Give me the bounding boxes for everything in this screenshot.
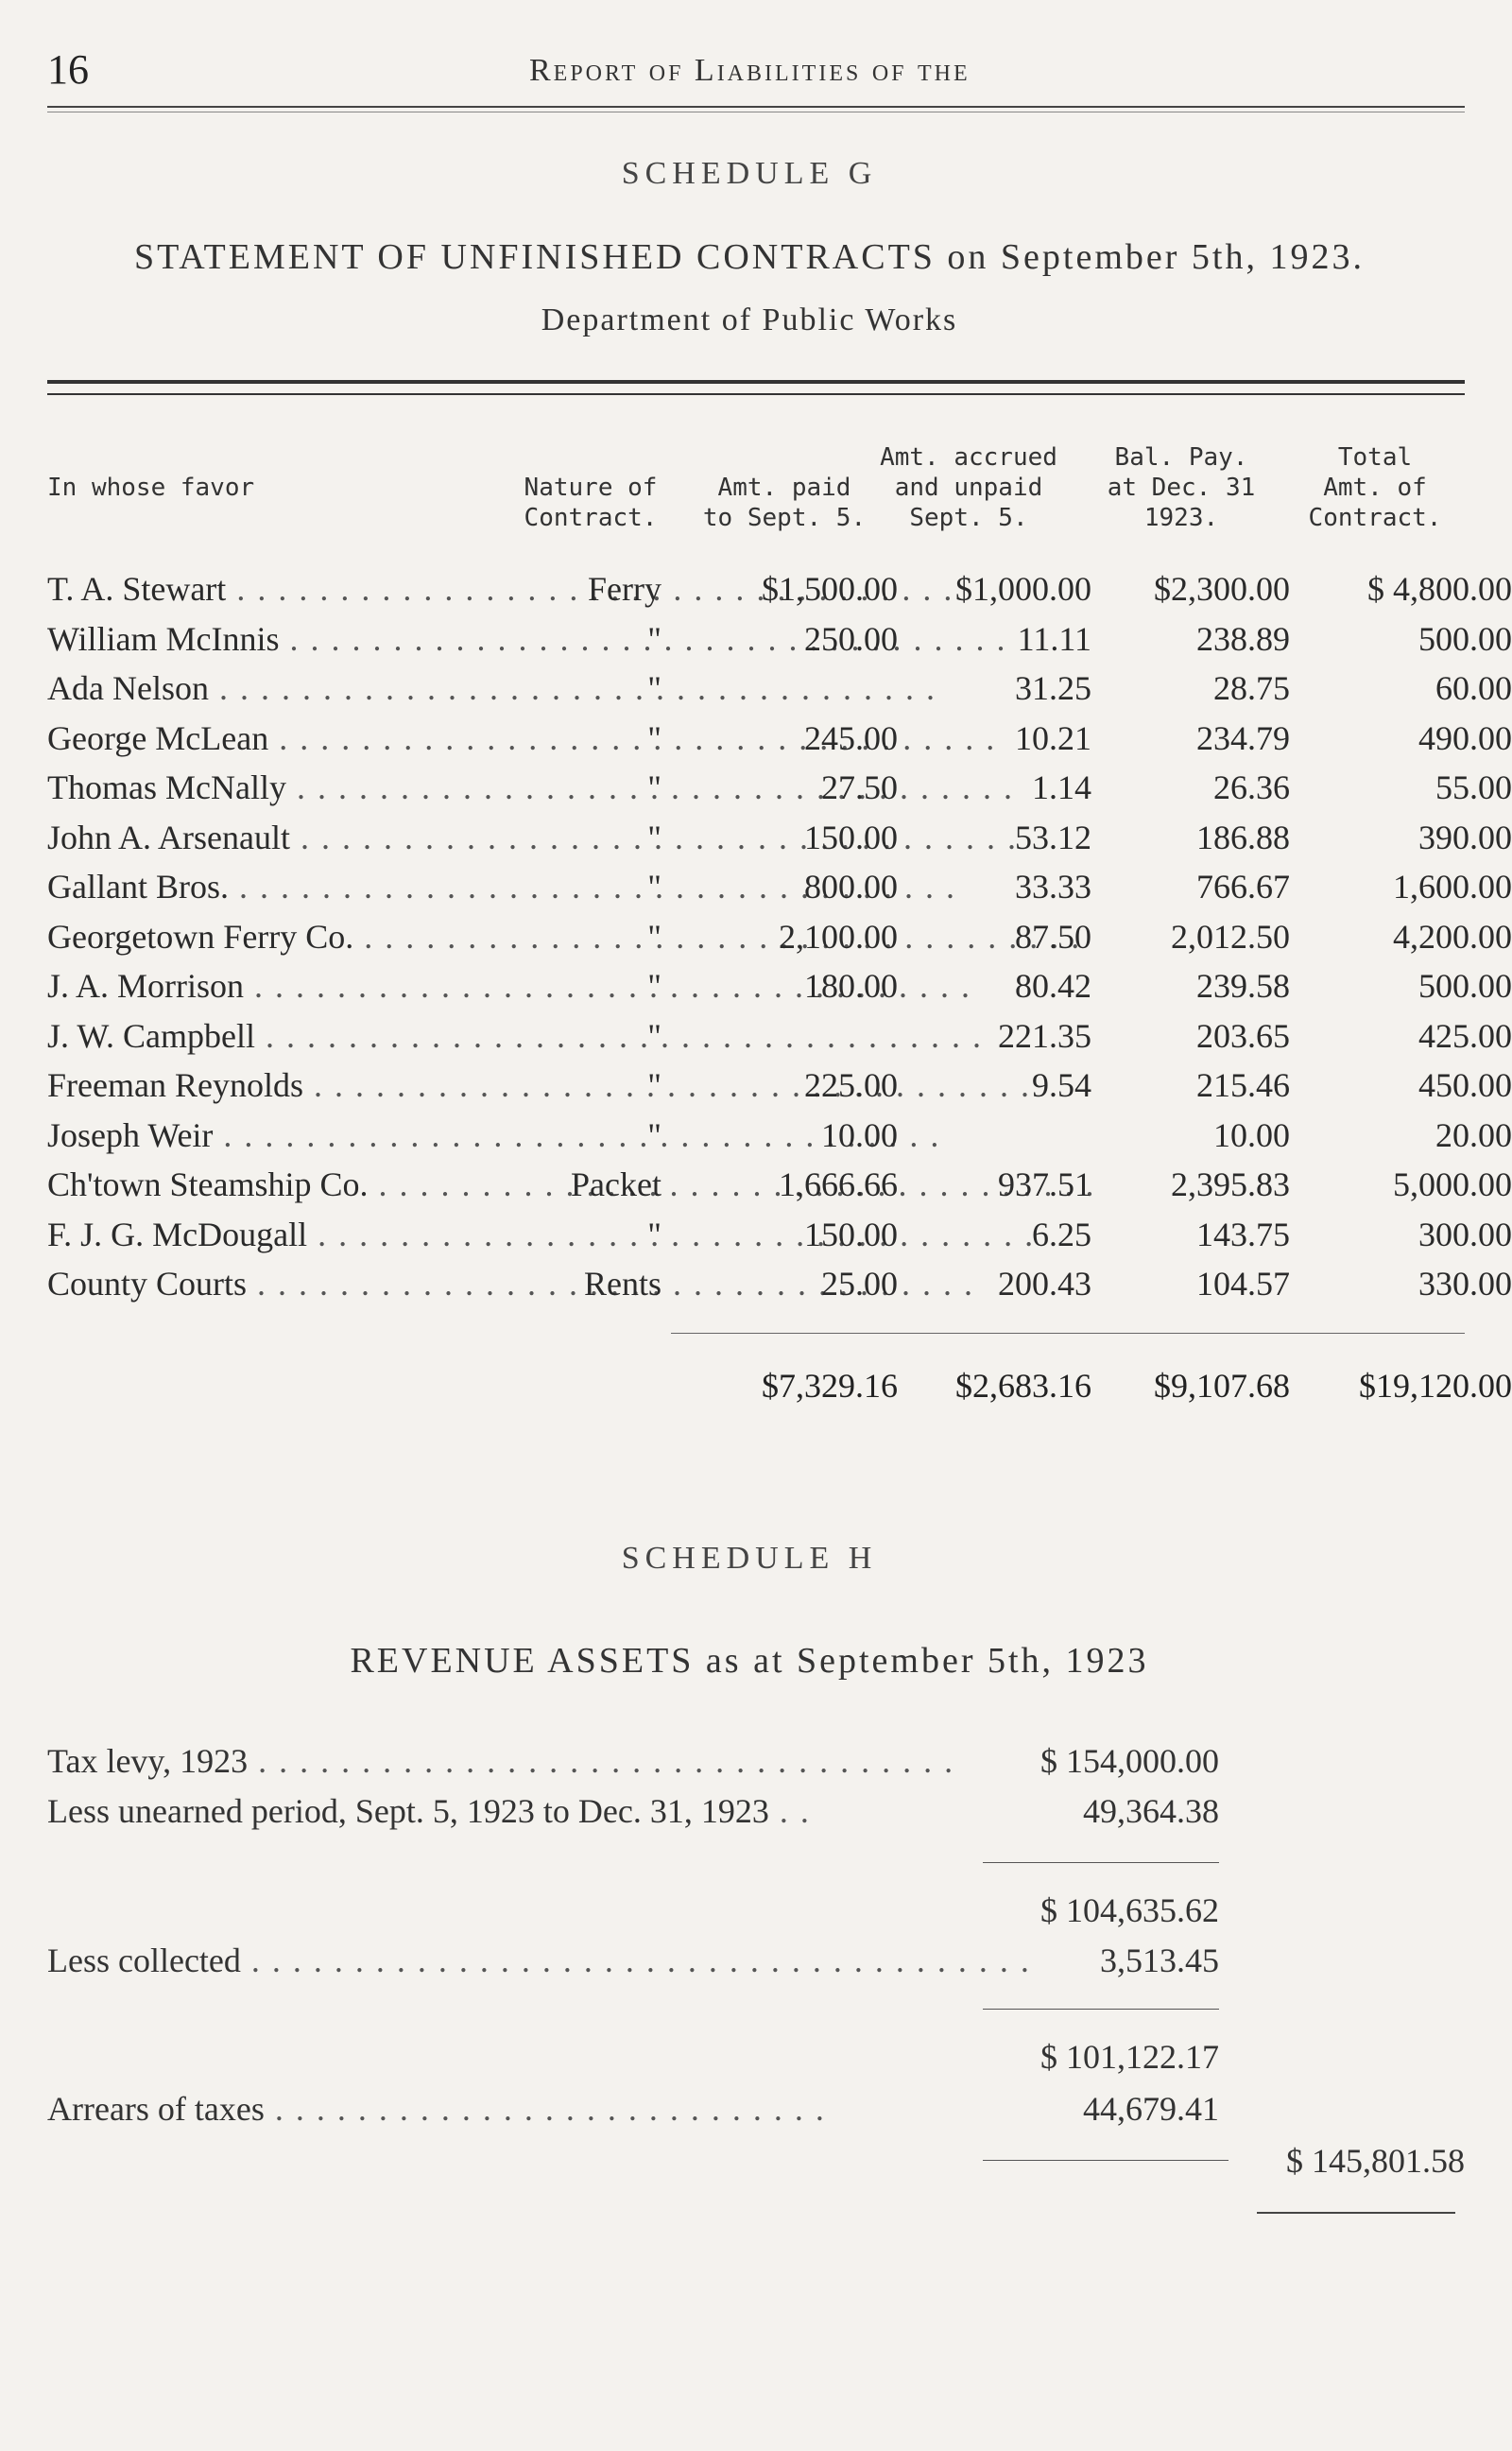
table-top-rule	[47, 380, 1465, 384]
header-balance: Bal. Pay. at Dec. 31 1923.	[1107, 443, 1256, 532]
total-amount: $ 4,800.00	[1367, 570, 1512, 608]
tax-levy-amount: $ 154,000.00	[1040, 1742, 1219, 1780]
subtotal-1: $ 104,635.62	[1040, 1891, 1219, 1929]
running-head: Report of Liabilities of the	[529, 53, 971, 88]
total-amount: 390.00	[1418, 818, 1512, 856]
unearned-label: Less unearned period, Sept. 5, 1923 to Dec. 31, 1923	[47, 1792, 769, 1830]
grand-total-underline	[1257, 2212, 1455, 2214]
table-row	[47, 1065, 1512, 1113]
balance-payable: $2,300.00	[1154, 570, 1290, 608]
table-row	[47, 569, 1512, 616]
total-amount: 20.00	[1435, 1115, 1512, 1154]
contractor-name: County Courts . . .	[47, 1264, 548, 1303]
total-paid: $7,329.16	[762, 1367, 898, 1405]
table-row	[47, 619, 1512, 666]
amount-paid: 2,100.00	[779, 917, 898, 956]
contract-nature: "	[647, 967, 662, 1005]
total-amount: 490.00	[1418, 718, 1512, 757]
contract-nature: "	[647, 768, 662, 806]
balance-payable: 143.75	[1196, 1215, 1290, 1253]
contract-nature: "	[647, 1115, 662, 1154]
contract-nature: Rents	[583, 1265, 662, 1303]
total-amount: 330.00	[1418, 1265, 1512, 1303]
header-paid: Amt. paid to Sept. 5.	[702, 474, 867, 532]
amount-accrued: 11.11	[1017, 619, 1091, 658]
total-amount: 4,200.00	[1393, 917, 1512, 956]
amount-accrued: 10.21	[1015, 718, 1091, 757]
contractor-name: John A. Arsenault . . .	[47, 818, 548, 857]
grand-total-rule	[983, 2160, 1228, 2161]
grand-total: $ 145,801.58	[1286, 2142, 1465, 2180]
totals-row	[47, 1366, 1512, 1413]
contractor-name: Georgetown Ferry Co. . . .	[47, 917, 548, 957]
table-row	[47, 966, 1512, 1013]
balance-payable: 215.46	[1196, 1066, 1290, 1104]
contractor-name: J. A. Morrison . . .	[47, 966, 548, 1006]
amount-accrued: 1.14	[1032, 768, 1091, 806]
balance-payable: 234.79	[1196, 718, 1290, 757]
schedule-g-title: SCHEDULE G	[621, 156, 878, 191]
schedule-g-statement: STATEMENT OF UNFINISHED CONTRACTS on September 5th, 1923.	[134, 237, 1365, 277]
total-amount: 55.00	[1435, 768, 1512, 806]
contractor-name: George McLean . . .	[47, 718, 548, 758]
amount-paid: 10.00	[821, 1115, 898, 1154]
amount-paid: $1,500.00	[762, 570, 898, 608]
contractor-name: Ch'town Steamship Co. . . .	[47, 1165, 548, 1204]
balance-payable: 26.36	[1213, 768, 1290, 806]
contract-nature: Ferry	[588, 570, 662, 608]
total-amount: 425.00	[1418, 1016, 1512, 1055]
balance-payable: 28.75	[1213, 669, 1290, 707]
amount-paid: 150.00	[804, 1215, 898, 1253]
amount-paid: 25.00	[821, 1265, 898, 1303]
table-row	[47, 768, 1512, 815]
balance-payable: 2,395.83	[1171, 1165, 1290, 1203]
total-accrued: $2,683.16	[955, 1367, 1091, 1405]
contract-nature: "	[647, 1215, 662, 1253]
amount-accrued: 33.33	[1015, 868, 1091, 906]
balance-payable: 2,012.50	[1171, 917, 1290, 956]
table-row	[47, 818, 1512, 865]
contractor-name: Thomas McNally . . .	[47, 768, 548, 807]
subtotal-rule-2	[983, 2009, 1219, 2010]
table-row	[47, 668, 1512, 716]
collected-label: Less collected	[47, 1942, 241, 1979]
department-name: Department of Public Works	[541, 302, 958, 337]
tax-levy-label: Tax levy, 1923	[47, 1742, 249, 1780]
header-accrued: Amt. accrued and unpaid Sept. 5.	[880, 443, 1057, 532]
balance-payable: 238.89	[1196, 619, 1290, 658]
amount-accrued: 937.51	[998, 1165, 1091, 1203]
schedule-h-statement: REVENUE ASSETS as at September 5th, 1923	[350, 1641, 1149, 1681]
amount-accrued: 221.35	[998, 1016, 1091, 1055]
amount-accrued: 80.42	[1015, 967, 1091, 1005]
table-row	[47, 1115, 1512, 1163]
balance-payable: 239.58	[1196, 967, 1290, 1005]
table-row	[47, 1016, 1512, 1063]
tax-levy-line: Tax levy, 1923 . . . . . . . . . . . . . . . . . . . . . . . . . . . . . . . . . .	[47, 1742, 955, 1780]
contractor-name: Freeman Reynolds . . .	[47, 1065, 548, 1105]
amount-paid: 800.00	[804, 868, 898, 906]
amount-paid: 1,666.66	[779, 1165, 898, 1203]
table-row	[47, 917, 1512, 964]
total-amount: 300.00	[1418, 1215, 1512, 1253]
amount-paid: 180.00	[804, 967, 898, 1005]
contract-nature: "	[647, 718, 662, 757]
totals-rule	[671, 1333, 1465, 1334]
table-row	[47, 867, 1512, 914]
contractor-name: William McInnis . . .	[47, 619, 548, 659]
subtotal-2: $ 101,122.17	[1040, 2038, 1219, 2076]
subtotal-rule-1	[983, 1862, 1219, 1863]
amount-accrued: $1,000.00	[955, 570, 1091, 608]
amount-paid: 150.00	[804, 818, 898, 856]
contract-nature: "	[647, 669, 662, 707]
total-amount: 450.00	[1418, 1066, 1512, 1104]
amount-accrued: 200.43	[998, 1265, 1091, 1303]
amount-accrued: 87.50	[1015, 917, 1091, 956]
contract-nature: "	[647, 1066, 662, 1104]
header-total: Total Amt. of Contract.	[1308, 443, 1442, 532]
balance-payable: 10.00	[1213, 1115, 1290, 1154]
amount-paid: 245.00	[804, 718, 898, 757]
balance-payable: 104.57	[1196, 1265, 1290, 1303]
balance-payable: 203.65	[1196, 1016, 1290, 1055]
contractor-name: F. J. G. McDougall . . .	[47, 1215, 548, 1254]
amount-accrued: 9.54	[1032, 1066, 1091, 1104]
table-top-rule-2	[47, 393, 1465, 395]
contract-nature: "	[647, 818, 662, 856]
total-amount: 60.00	[1435, 669, 1512, 707]
contract-nature: "	[647, 917, 662, 956]
contract-nature: "	[647, 619, 662, 658]
amount-paid: 225.00	[804, 1066, 898, 1104]
amount-accrued: 6.25	[1032, 1215, 1091, 1253]
table-row	[47, 1165, 1512, 1212]
total-balance: $9,107.68	[1154, 1367, 1290, 1405]
amount-paid: 250.00	[804, 619, 898, 658]
arrears-label: Arrears of taxes	[47, 2090, 265, 2128]
balance-payable: 186.88	[1196, 818, 1290, 856]
page-number: 16	[47, 46, 89, 93]
amount-accrued: 53.12	[1015, 818, 1091, 856]
table-row	[47, 718, 1512, 766]
header-favor: In whose favor	[47, 474, 255, 502]
header-nature: Nature of Contract.	[524, 474, 658, 532]
contractor-name: Ada Nelson . . .	[47, 668, 548, 708]
amount-paid: 27.50	[821, 768, 898, 806]
table-row	[47, 1215, 1512, 1262]
schedule-h-title: SCHEDULE H	[621, 1541, 878, 1576]
collected-amount: 3,513.45	[1100, 1942, 1219, 1979]
contractor-name: T. A. Stewart . . .	[47, 569, 548, 609]
arrears-amount: 44,679.41	[1083, 2090, 1219, 2128]
total-amount: 1,600.00	[1393, 868, 1512, 906]
table-row	[47, 1264, 1512, 1311]
total-amount: 500.00	[1418, 619, 1512, 658]
unearned-amount: 49,364.38	[1083, 1792, 1219, 1830]
contractor-name: Joseph Weir . . .	[47, 1115, 548, 1155]
contractor-name: J. W. Campbell . . .	[47, 1016, 548, 1056]
total-contracts: $19,120.00	[1359, 1367, 1512, 1405]
total-amount: 500.00	[1418, 967, 1512, 1005]
unearned-line: Less unearned period, Sept. 5, 1923 to Dec. 31, 1923 . .	[47, 1792, 811, 1830]
amount-accrued: 31.25	[1015, 669, 1091, 707]
header-rule	[47, 106, 1465, 108]
contractor-name: Gallant Bros. . . .	[47, 867, 548, 906]
contract-nature: "	[647, 1016, 662, 1055]
collected-line: Less collected . . . . . . . . . . . . . . . . . . . . . . . . . . . . . . . . . . . . . .	[47, 1942, 1031, 1979]
total-amount: 5,000.00	[1393, 1165, 1512, 1203]
contract-nature: "	[647, 868, 662, 906]
contract-nature: Packet	[571, 1165, 662, 1203]
balance-payable: 766.67	[1196, 868, 1290, 906]
arrears-line: Arrears of taxes . . . . . . . . . . . . . . . . . . . . . . . . . . .	[47, 2090, 826, 2128]
